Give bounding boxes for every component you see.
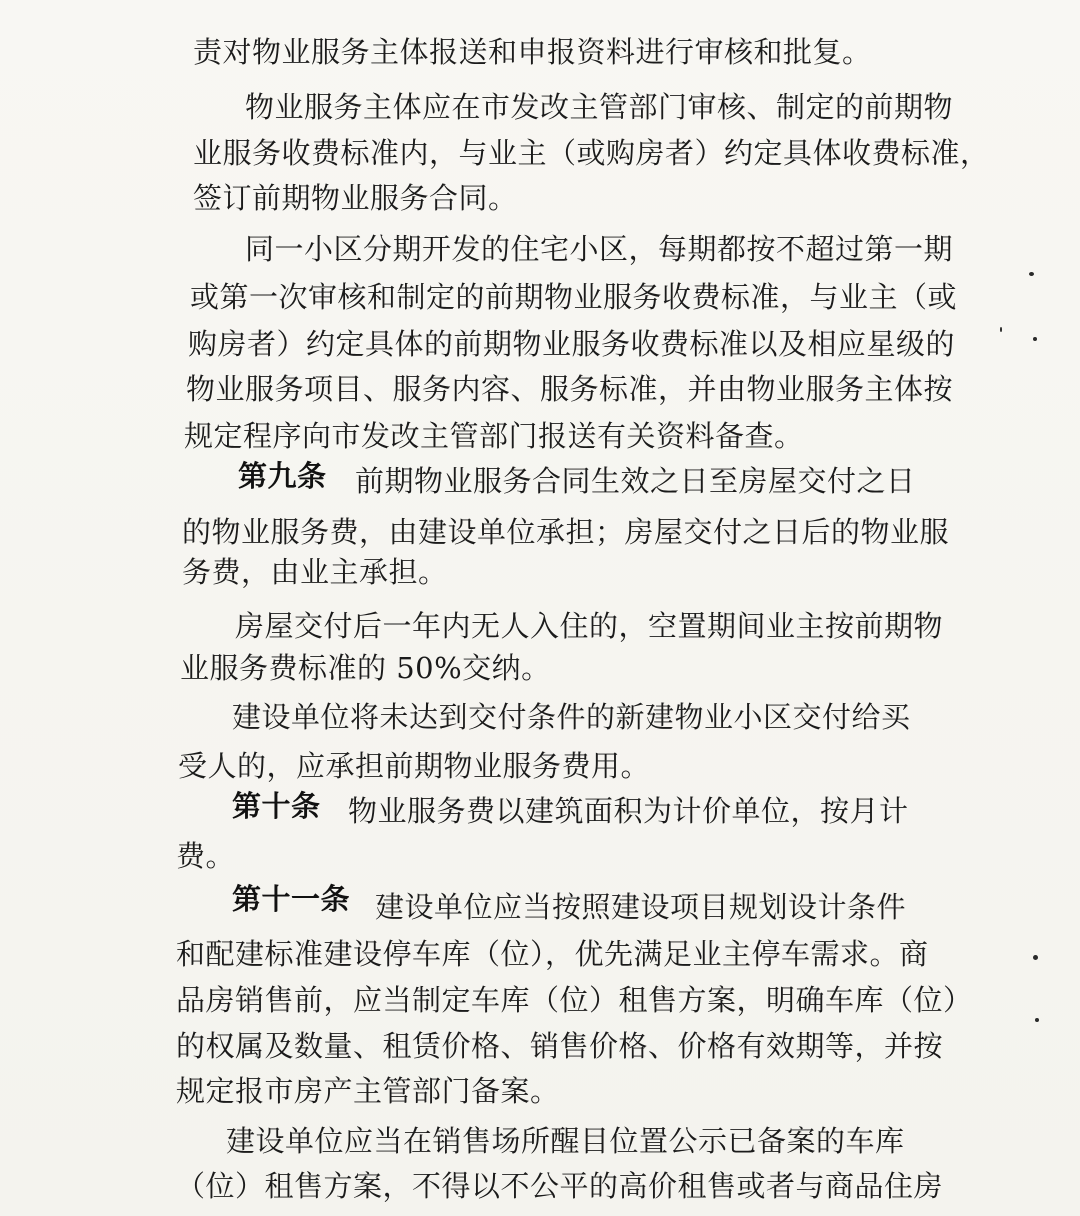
text-line-4: 签订前期物业服务合同。 [193,181,518,215]
text-line-21: 品房销售前，应当制定车库（位）租售方案，明确车库（位） [176,983,973,1017]
text-line-15: 建设单位将未达到交付条件的新建物业小区交付给买 [232,700,911,734]
scan-speck [1033,955,1038,960]
text-line-11: 的物业服务费，由建设单位承担；房屋交付之日后的物业服 [182,515,950,549]
text-line-6: 或第一次审核和制定的前期物业服务收费标准，与业主（或 [190,280,958,314]
text-line-23: 规定报市房产主管部门备案。 [176,1074,560,1108]
text-line-14: 业服务费标准的 50%交纳。 [180,651,551,685]
scan-speck [1035,1018,1039,1022]
text-line-18: 费。 [176,839,236,873]
text-line-22: 的权属及数量、租赁价格、销售价格、价格有效期等，并按 [176,1029,944,1063]
text-line-20: 和配建标准建设停车库（位），优先满足业主停车需求。商 [176,937,929,971]
scan-speck [1033,337,1037,341]
article-11-heading: 第十一条 [232,882,351,916]
text-line-9: 规定程序向市发改主管部门报送有关资料备查。 [184,419,804,453]
text-line-1: 责对物业服务主体报送和申报资料进行审核和批复。 [193,35,872,69]
text-line-12: 务费，由业主承担。 [182,555,448,589]
text-line-24: 建设单位应当在销售场所醒目位置公示已备案的车库 [226,1124,905,1158]
text-line-3: 业服务收费标准内，与业主（或购房者）约定具体收费标准， [193,136,990,170]
article-9-heading: 第九条 [238,459,327,493]
text-line-13: 房屋交付后一年内无人入住的，空置期间业主按前期物 [235,609,944,643]
article-10-heading: 第十条 [232,789,321,823]
text-line-5: 同一小区分期开发的住宅小区，每期都按不超过第一期 [245,232,954,266]
text-line-8: 物业服务项目、服务内容、服务标准，并由物业服务主体按 [186,372,954,406]
text-line-16: 受人的，应承担前期物业服务费用。 [178,749,651,783]
text-line-25: （位）租售方案，不得以不公平的高价租售或者与商品住房 [176,1169,944,1203]
scan-speck [1029,272,1034,276]
scan-speck [1000,327,1002,332]
text-line-10: 前期物业服务合同生效之日至房屋交付之日 [355,464,916,498]
text-line-19: 建设单位应当按照建设项目规划设计条件 [375,890,907,924]
text-line-2: 物业服务主体应在市发改主管部门审核、制定的前期物 [245,90,954,124]
text-line-17: 物业服务费以建筑面积为计价单位，按月计 [348,794,909,828]
text-line-7: 购房者）约定具体的前期物业服务收费标准以及相应星级的 [188,327,956,361]
